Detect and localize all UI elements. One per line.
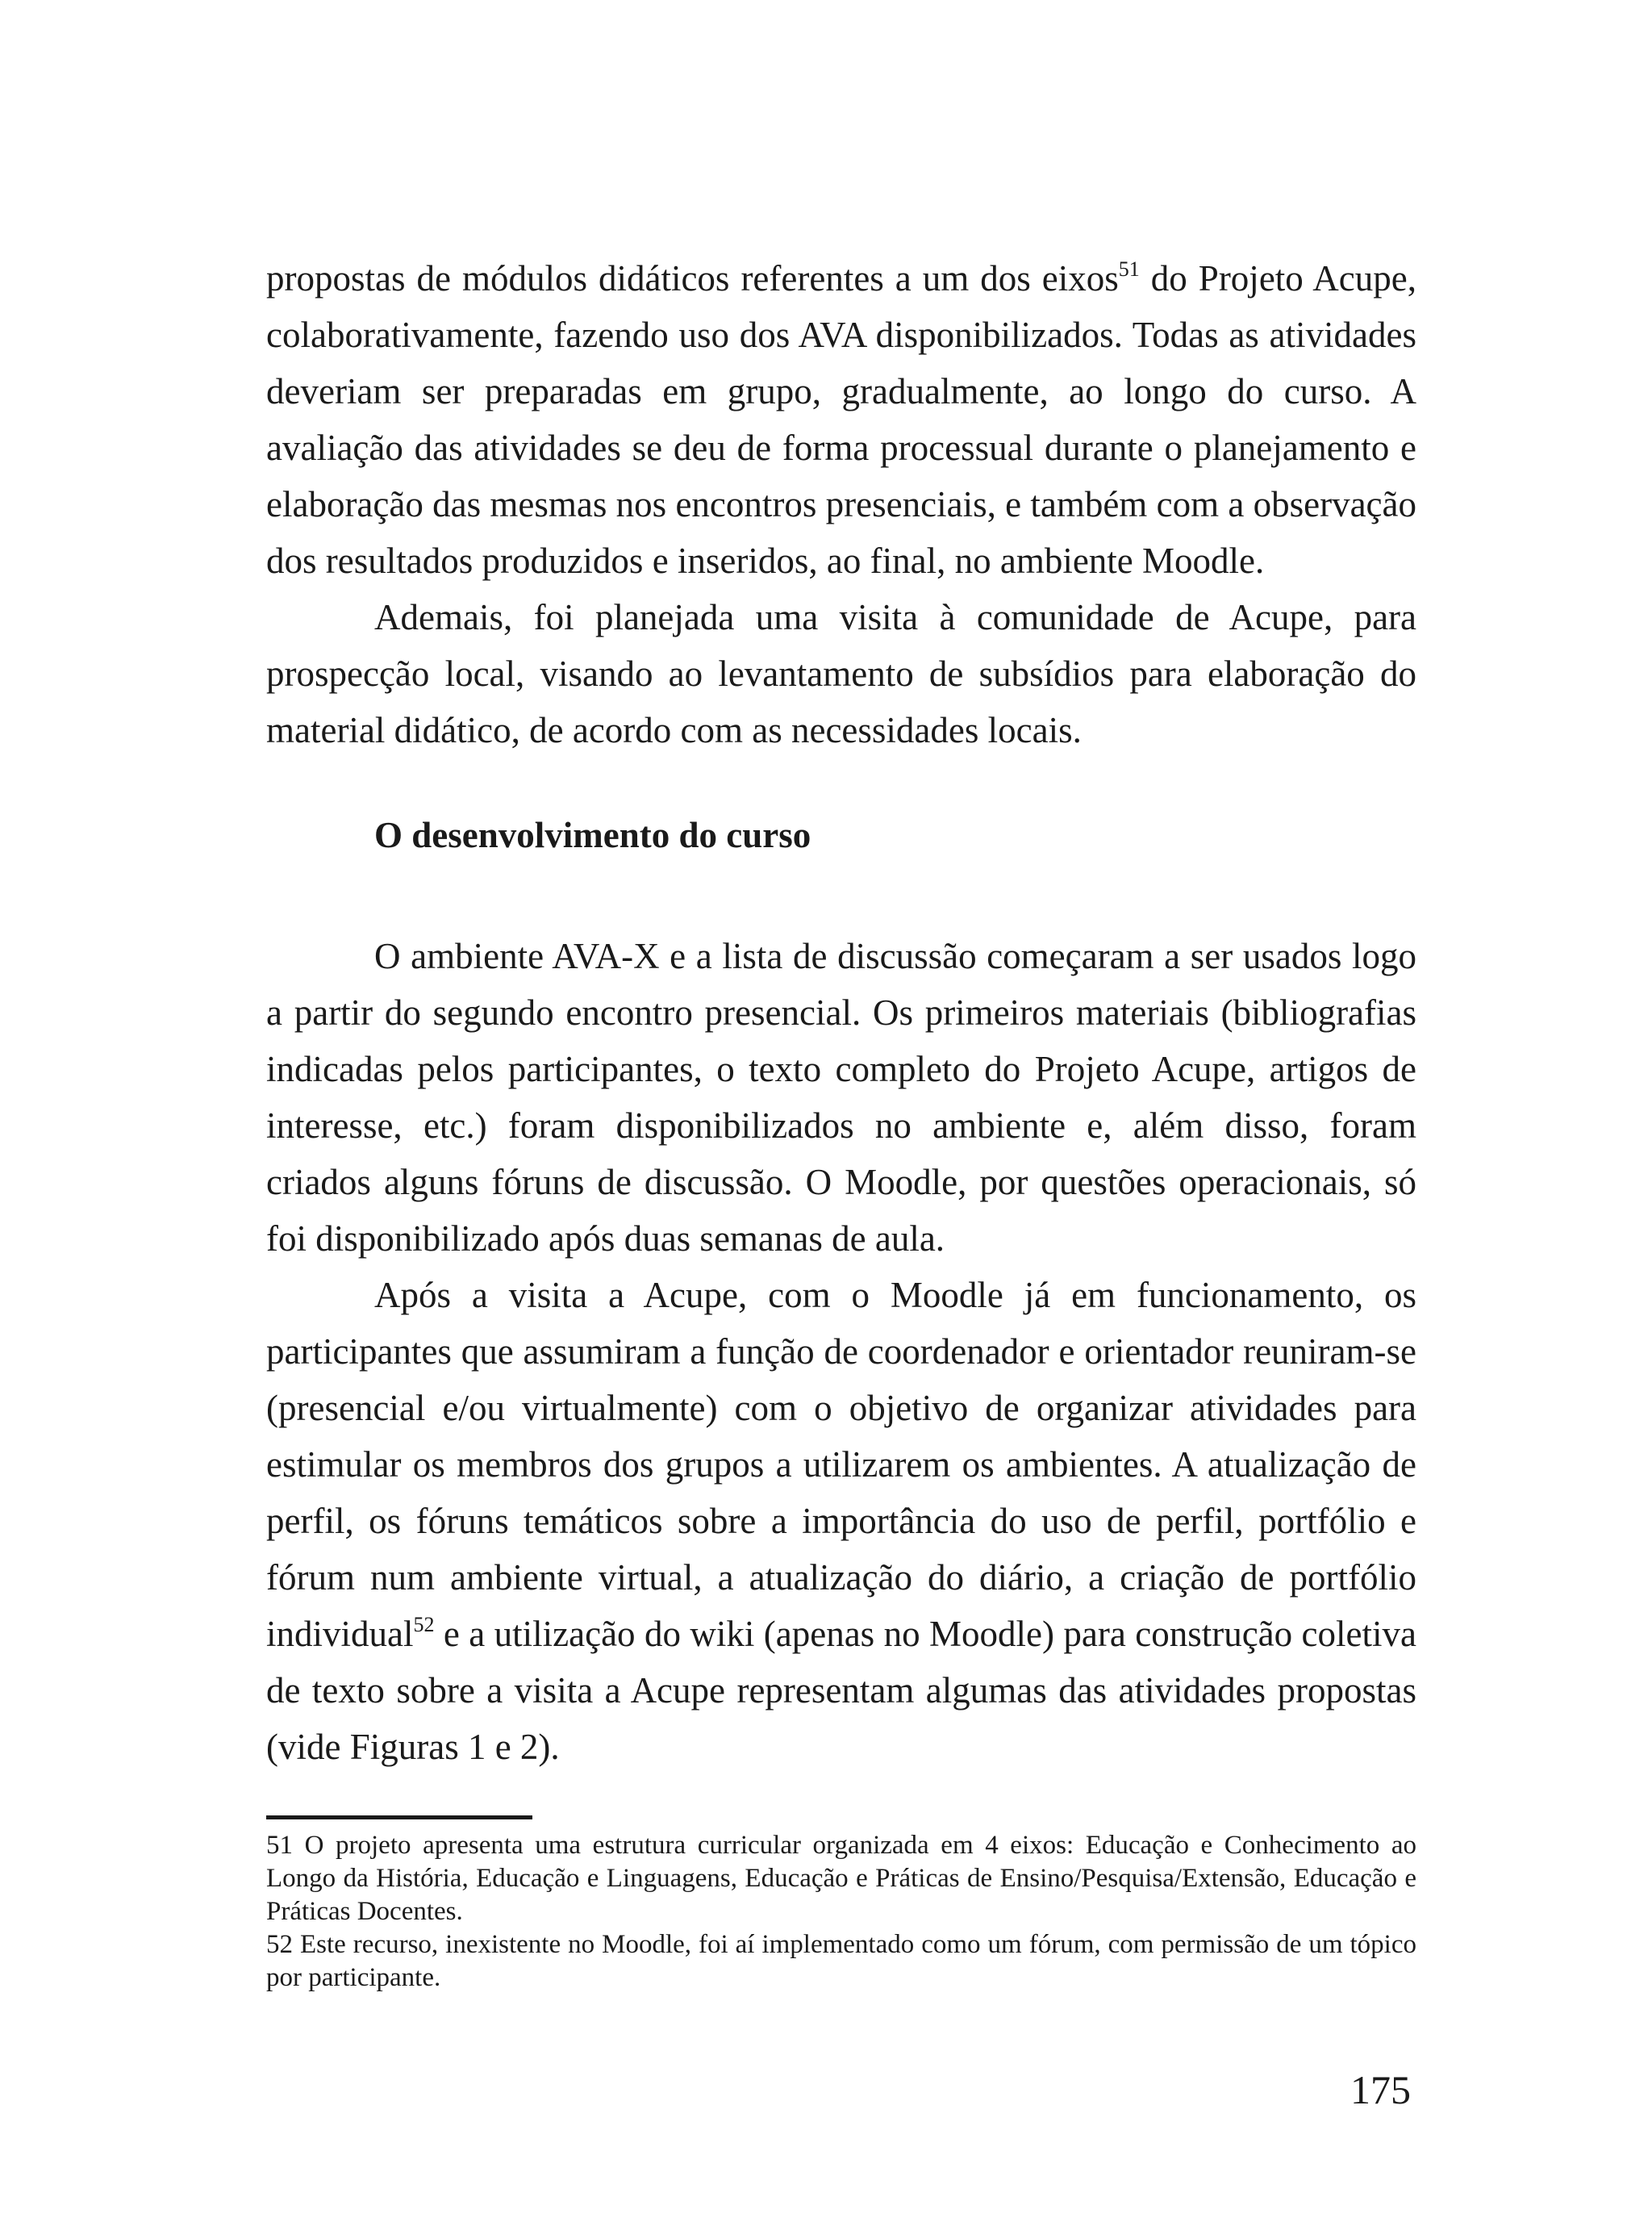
footnote-ref-51: 51 [1118,257,1140,281]
section-heading: O desenvolvimento do curso [374,815,811,855]
footnote-51: 51 O projeto apresenta uma estrutura curricular organizada em 4 eixos: Educação e Conhecimento ao Longo da História, Educação e Linguagens, Educação e Práticas de Ensino/Pesquisa/Extensão, Educação e Práticas Docentes. [266,1831,1416,1926]
footnotes [266,1815,1416,1995]
footnote-ref-52: 52 [413,1613,435,1636]
paragraph-4 [266,1267,1416,1775]
page-number: 175 [1350,2067,1411,2112]
paragraph-3: O ambiente AVA-X e a lista de discussão começaram a ser usados logo a partir do segundo encontro presencial. Os primeiros materiais (bibliografias indicadas pelos participantes, o texto completo do Projeto Acupe, artigos de interesse, etc.) foram disponibilizados no ambiente e, além disso, foram criados alguns fóruns de discussão. O Moodle, por questões operacionais, só foi disponibilizado após duas semanas de aula. [266,936,1416,1259]
paragraph-1 [266,250,1416,589]
footnote-52: 52 Este recurso, inexistente no Moodle, foi aí implementado como um fórum, com permissão de um tópico por participante. [266,1930,1416,1992]
paragraph-4-text-a: Após a visita a Acupe, com o Moodle já em funcionamento, os participantes que assumiram a função de coordenador e orientador reuniram-se (presencial e/ou virtualmente) com o objetivo de organizar atividades para estimular os membros dos grupos a utilizarem os ambientes. A atualização de perfil, os fóruns temáticos sobre a importância do uso de perfil, portfólio e fórum num ambiente virtual, a atualização do diário, a criação de portfólio individual [266,1275,1416,1654]
paragraph-1-text-b: do Projeto Acupe, colaborativamente, fazendo uso dos AVA disponibilizados. Todas as atividades deveriam ser preparadas em grupo, gradualmente, ao longo do curso. A avaliação das atividades se deu de forma processual durante o planejamento e elaboração das mesmas nos encontros presenciais, e também com a observação dos resultados produzidos e inseridos, ao final, no ambiente Moodle. [266,258,1417,581]
paragraph-1-text-a: propostas de módulos didáticos referentes a um dos eixos [266,258,1119,299]
main-text [266,250,1416,1775]
paragraph-4-text-b: e a utilização do wiki (apenas no Moodle) para construção coletiva de texto sobre a visita a Acupe representam algumas das atividades propostas (vide Figuras 1 e 2). [266,1614,1416,1767]
paragraph-2: Ademais, foi planejada uma visita à comunidade de Acupe, para prospecção local, visando ao levantamento de subsídios para elaboração do material didático, de acordo com as necessidades locais. [266,597,1416,750]
footnote-separator [266,1815,532,1819]
